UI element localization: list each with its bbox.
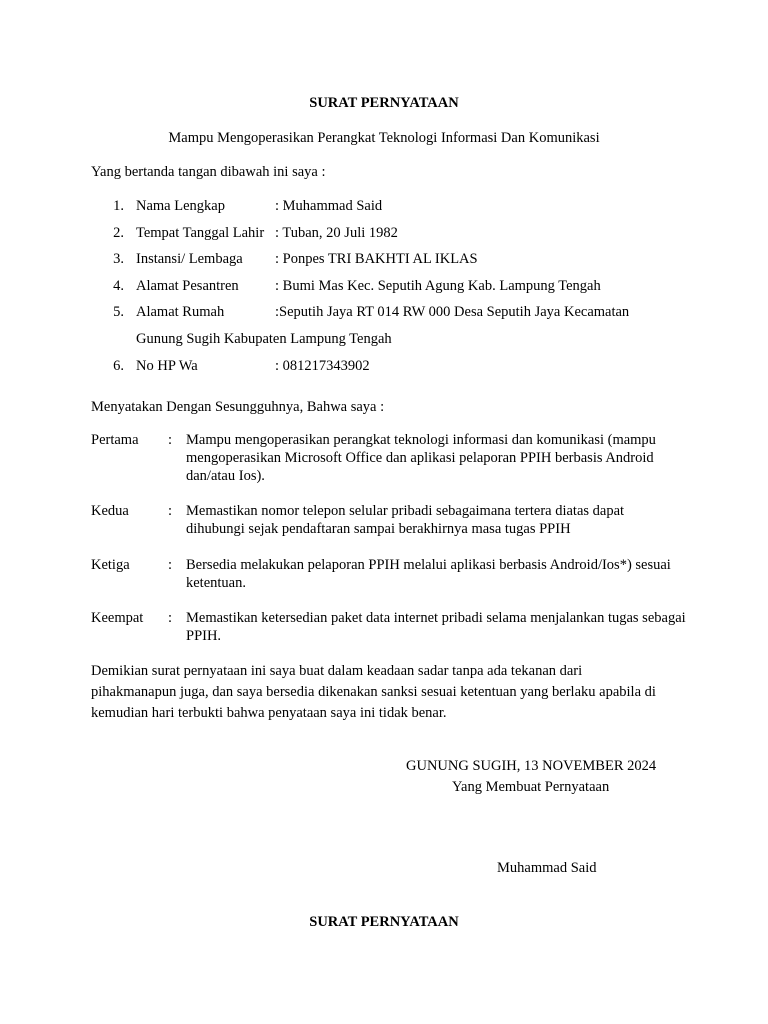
next-page-title: SURAT PERNYATAAN: [309, 914, 459, 930]
identity-label: No HP Wa: [136, 358, 198, 374]
statement-colon: :: [168, 503, 173, 519]
document-subtitle: Mampu Mengoperasikan Perangkat Teknologi Informasi Dan Komunikasi: [168, 130, 600, 146]
statement-label: Kedua: [91, 503, 129, 519]
identity-number: 4.: [113, 278, 124, 294]
identity-number: 5.: [113, 304, 124, 320]
declaration-intro: Menyatakan Dengan Sesungguhnya, Bahwa saya :: [91, 399, 385, 415]
statement-text: Memastikan ketersedian paket data internet pribadi selama menjalankan tugas sebagai PPIH.: [186, 610, 686, 644]
identity-label: Nama Lengkap: [136, 198, 225, 214]
identity-label: Instansi/ Lembaga: [136, 251, 243, 267]
identity-label: Tempat Tanggal Lahir: [136, 225, 265, 241]
statement-colon: :: [168, 610, 173, 626]
signature-place-date: GUNUNG SUGIH, 13 NOVEMBER 2024: [406, 758, 657, 774]
statement-colon: :: [168, 432, 173, 448]
signature-role: Yang Membuat Pernyataan: [452, 779, 610, 795]
statement-label: Keempat: [91, 610, 144, 626]
statement-text: Bersedia melakukan pelaporan PPIH melalui aplikasi berbasis Android/Ios*) sesuai ketentuan.: [186, 557, 671, 591]
identity-value: : Tuban, 20 Juli 1982: [275, 225, 398, 241]
signature-name: Muhammad Said: [497, 860, 597, 876]
identity-value: : Ponpes TRI BAKHTI AL IKLAS: [275, 251, 478, 267]
statement-colon: :: [168, 557, 173, 573]
identity-value-continuation: Gunung Sugih Kabupaten Lampung Tengah: [136, 331, 392, 347]
identity-number: 1.: [113, 198, 124, 214]
identity-number: 6.: [113, 358, 124, 374]
identity-number: 3.: [113, 251, 124, 267]
closing-line: Demikian surat pernyataan ini saya buat dalam keadaan sadar tanpa ada tekanan dari: [91, 663, 583, 679]
statement-label: Ketiga: [91, 557, 130, 573]
identity-value: : 081217343902: [275, 358, 370, 374]
statement-text: Memastikan nomor telepon selular pribadi sebagaimana tertera diatas dapat dihubungi sejak pendaftaran sampai berakhirnya masa tugas PPIH: [186, 503, 625, 537]
closing-line: pihakmanapun juga, dan saya bersedia dikenakan sanksi sesuai ketentuan yang berlaku apabila di: [91, 684, 656, 700]
statement-text: Mampu mengoperasikan perangkat teknologi informasi dan komunikasi (mampu mengoperasikan Microsoft Office dan aplikasi pelaporan PPIH berbasis Android dan/atau Ios).: [186, 432, 656, 484]
statement-label: Pertama: [91, 432, 139, 448]
identity-value: : Muhammad Said: [275, 198, 383, 214]
identity-label: Alamat Rumah: [136, 304, 225, 320]
identity-label: Alamat Pesantren: [136, 278, 239, 294]
closing-line: kemudian hari terbukti bahwa penyataan saya ini tidak benar.: [91, 705, 447, 721]
document-title: SURAT PERNYATAAN: [309, 95, 459, 111]
identity-value: : Bumi Mas Kec. Seputih Agung Kab. Lampung Tengah: [275, 278, 601, 294]
identity-value: :Seputih Jaya RT 014 RW 000 Desa Seputih Jaya Kecamatan: [275, 304, 630, 320]
intro-text: Yang bertanda tangan dibawah ini saya :: [91, 164, 326, 180]
identity-number: 2.: [113, 225, 124, 241]
